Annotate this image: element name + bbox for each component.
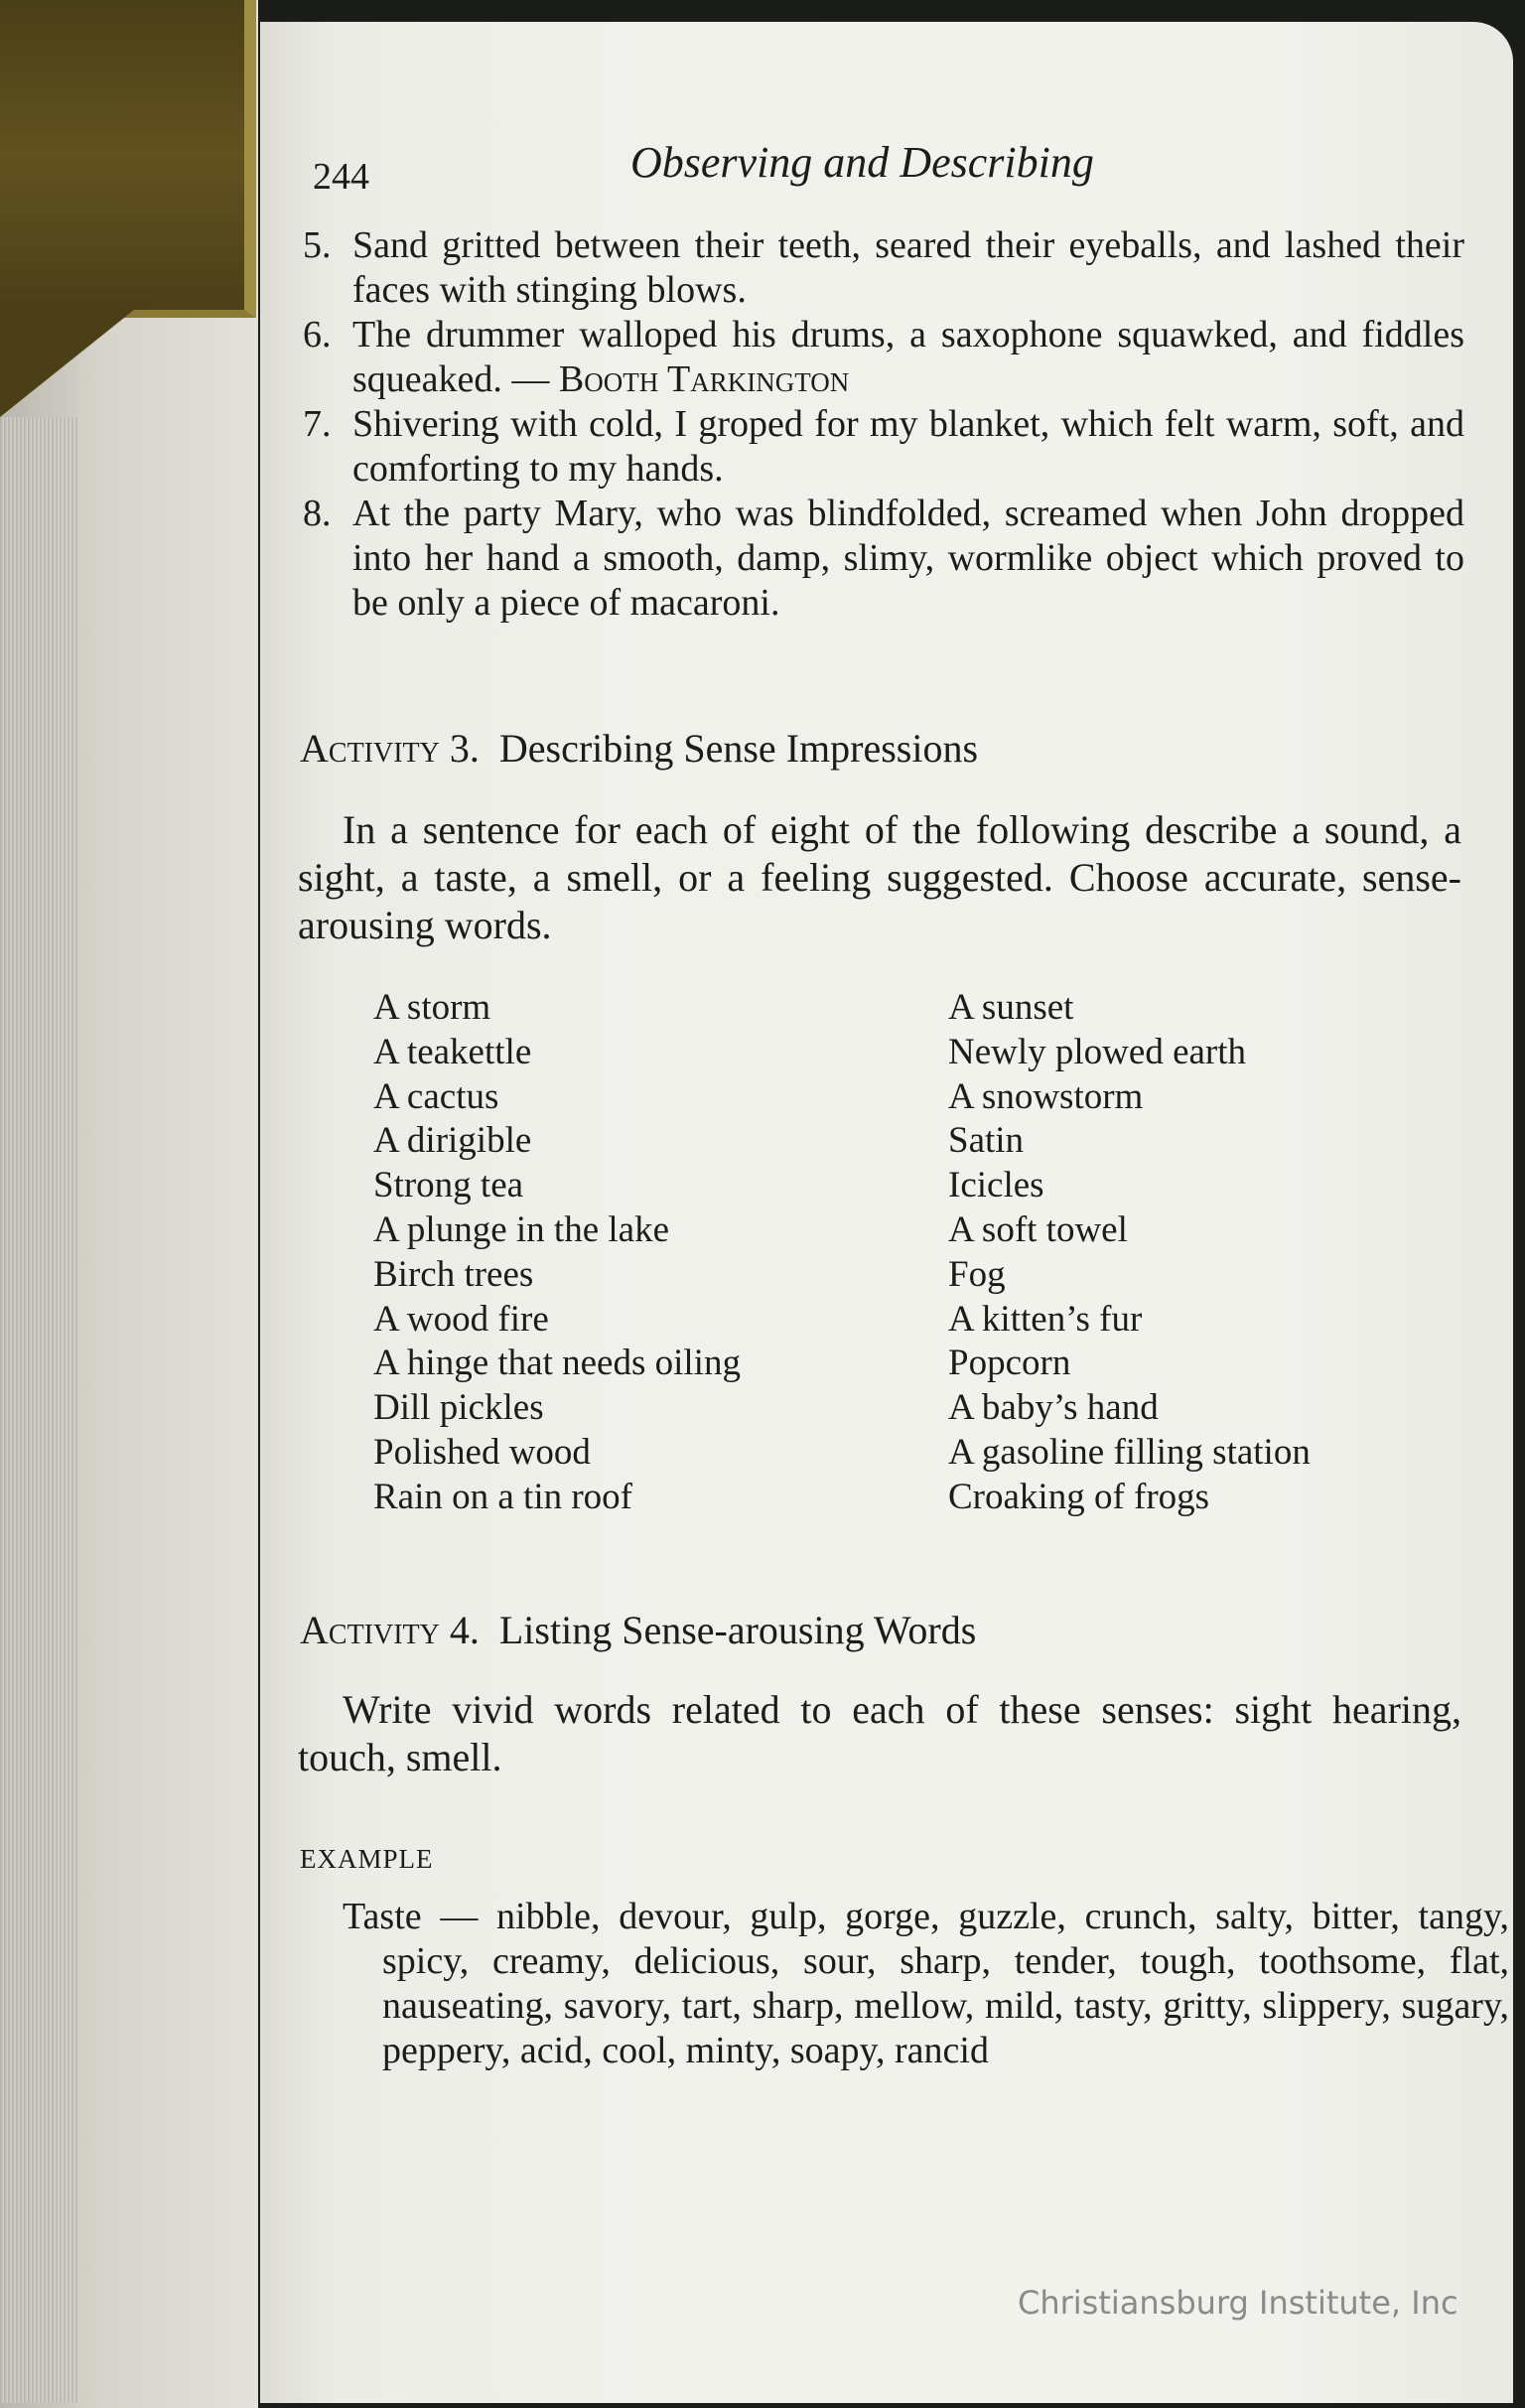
- item-text: At the party Mary, who was blindfolded, screamed when John dropped into her hand a smooth, damp, slimy, wormlike object which proved to be only a piece of macaroni.: [352, 493, 1464, 624]
- list-item: [303, 492, 1464, 626]
- activity-4-heading: [300, 1607, 976, 1653]
- item-text: Shivering with cold, I groped for my blanket, which felt warm, soft, and comforting to my hands.: [352, 403, 1464, 490]
- item-number: 8.: [303, 493, 332, 534]
- list-item: A teakettle: [373, 1031, 532, 1072]
- list-item: Icicles: [948, 1165, 1044, 1206]
- list-item: A storm: [373, 987, 491, 1028]
- activity-3-instructions: [298, 806, 1461, 949]
- item-number: 7.: [303, 403, 332, 445]
- numbered-list: [303, 223, 1464, 626]
- item-attribution: Booth Tarkington: [558, 358, 850, 400]
- item-number: 6.: [303, 314, 332, 355]
- list-item: A plunge in the lake: [373, 1208, 669, 1250]
- item-text: Sand gritted between their teeth, seared their eyeballs, and lashed their faces with stinging blows.: [352, 224, 1464, 311]
- left-prompt-column: [373, 986, 741, 1520]
- activity-4-instructions: [298, 1686, 1461, 1781]
- activity-label: Activity: [300, 726, 440, 771]
- activity-label: Activity: [300, 1608, 440, 1652]
- list-item: Croaking of frogs: [948, 1476, 1210, 1517]
- instructions-text: In a sentence for each of eight of the following describe a sound, a sight, a taste, a smell, or a feeling suggested. Choose accurate, sense-arousing words.: [298, 807, 1461, 947]
- activity-title: Listing Sense-arousing Words: [498, 1608, 977, 1652]
- list-item: A wood fire: [373, 1298, 549, 1340]
- activity-3-heading: [300, 725, 978, 772]
- list-item: Fog: [948, 1253, 1006, 1295]
- list-item: A cactus: [373, 1075, 499, 1117]
- list-item: A sunset: [948, 987, 1074, 1028]
- list-item: Polished wood: [373, 1431, 591, 1473]
- page-edge-lines: [0, 417, 79, 2403]
- example-label: EXAMPLE: [300, 1844, 434, 1874]
- page-number: 244: [313, 156, 369, 198]
- activity-number: 3.: [449, 726, 480, 771]
- list-item: A hinge that needs oiling: [373, 1343, 741, 1384]
- list-item: Popcorn: [948, 1343, 1071, 1384]
- right-prompt-column: [948, 986, 1311, 1520]
- activity-number: 4.: [449, 1608, 480, 1652]
- list-item: A gasoline filling station: [948, 1431, 1311, 1473]
- watermark: Christiansburg Institute, Inc: [1018, 2284, 1458, 2322]
- list-item: A soft towel: [948, 1208, 1128, 1250]
- list-item: Strong tea: [373, 1165, 524, 1206]
- instructions-text: Write vivid words related to each of these senses: sight hearing, touch, smell.: [298, 1687, 1461, 1779]
- list-item: A baby’s hand: [948, 1387, 1159, 1429]
- activity-title: Describing Sense Impressions: [498, 726, 979, 771]
- item-text: The drummer walloped his drums, a saxophone squawked, and fiddles squeaked. —: [352, 314, 1464, 400]
- chapter-title: Observing and Describing: [630, 138, 1094, 187]
- running-head: [313, 137, 1455, 197]
- list-item: A dirigible: [373, 1120, 532, 1162]
- bookmark: [0, 0, 256, 318]
- list-item: Rain on a tin roof: [373, 1476, 633, 1517]
- example-text: Taste — nibble, devour, gulp, gorge, guzzle, crunch, salty, bitter, tangy, spicy, creamy, delicious, sour, sharp, tender, tough, toothsome, flat, nauseating, savory, tart, sharp, mellow, mild, tasty, gritty, slippery, sugary, peppery, acid, cool, minty, soapy, rancid: [343, 1896, 1509, 2071]
- list-item: Birch trees: [373, 1253, 534, 1295]
- list-item: Satin: [948, 1120, 1025, 1162]
- list-item: Newly plowed earth: [948, 1031, 1247, 1072]
- list-item: [303, 402, 1464, 492]
- list-item: [303, 313, 1464, 402]
- bookmark-shadow: [0, 298, 149, 417]
- list-item: [303, 223, 1464, 313]
- list-item: A kitten’s fur: [948, 1298, 1143, 1340]
- list-item: Dill pickles: [373, 1387, 544, 1429]
- list-item: A snowstorm: [948, 1075, 1144, 1117]
- item-number: 5.: [303, 224, 332, 266]
